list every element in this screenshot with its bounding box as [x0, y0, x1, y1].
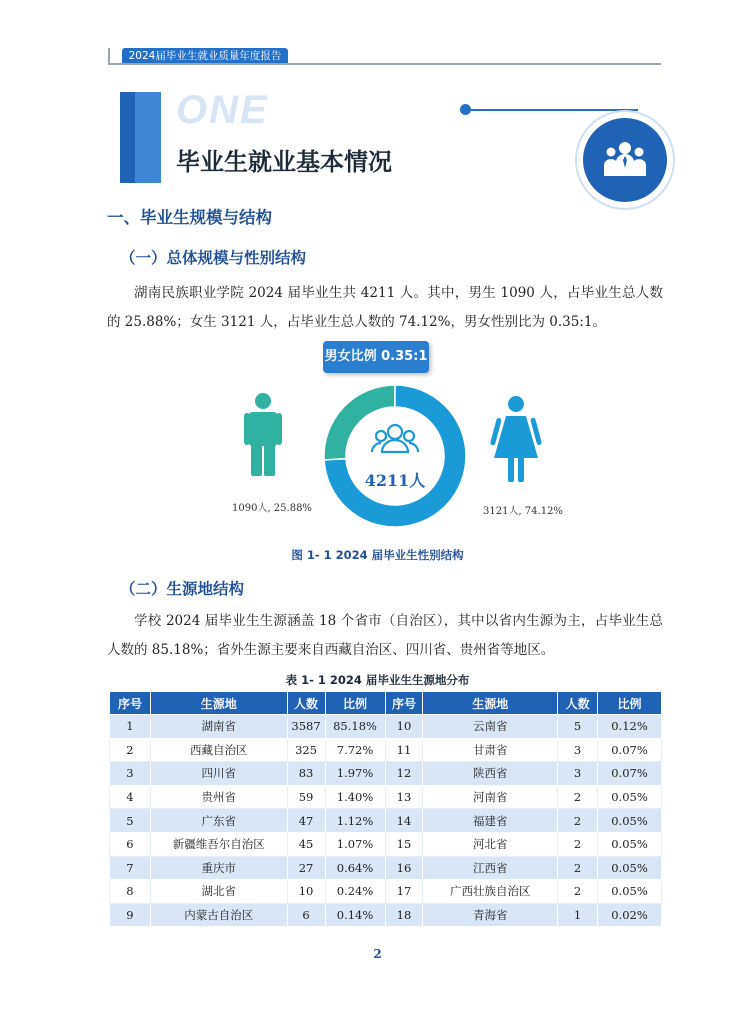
donut-slice-male	[324, 385, 395, 460]
chapter-title: 毕业生就业基本情况	[176, 148, 392, 176]
cell-ratio: 0.64%	[325, 856, 385, 880]
cell-origin: 福建省	[423, 809, 558, 833]
cell-count: 83	[287, 762, 325, 786]
cell-count: 45	[287, 832, 325, 856]
cell-count: 2	[558, 856, 598, 880]
col-header-index: 序号	[110, 692, 151, 715]
table-row	[110, 856, 662, 880]
col-header-ratio: 比例	[325, 692, 385, 715]
female-figure-icon	[490, 396, 542, 482]
cell-index: 8	[110, 880, 151, 904]
cell-index: 7	[110, 856, 151, 880]
cell-origin: 新疆维吾尔自治区	[150, 832, 287, 856]
cell-index: 14	[385, 809, 423, 833]
male-data-label: 1090人, 25.88%	[232, 503, 312, 514]
cell-ratio: 0.05%	[598, 785, 662, 809]
cell-origin: 陕西省	[423, 762, 558, 786]
gender-paragraph: 湖南民族职业学院 2024 届毕业生共 4211 人。其中，男生 1090 人，占毕业生总人数的 25.88%；女生 3121 人，占毕业生总人数的 74.12%，男女性别比为 0.35:1。	[107, 285, 663, 330]
cell-index: 6	[110, 832, 151, 856]
col-header-origin: 生源地	[150, 692, 287, 715]
cell-origin: 广东省	[150, 809, 287, 833]
cell-index: 11	[385, 738, 423, 762]
cell-count: 2	[558, 832, 598, 856]
cell-ratio: 0.05%	[598, 880, 662, 904]
cell-count: 5	[558, 715, 598, 739]
origin-paragraph: 学校 2024 届毕业生生源涵盖 18 个省市（自治区），其中以省内生源为主，占毕业生总人数的 85.18%；省外生源主要来自西藏自治区、四川省、贵州省等地区。	[107, 613, 663, 658]
cell-count: 3	[558, 762, 598, 786]
cell-origin: 江西省	[423, 856, 558, 880]
cell-origin: 河南省	[423, 785, 558, 809]
cell-count: 2	[558, 880, 598, 904]
cell-origin: 西藏自治区	[150, 738, 287, 762]
cell-count: 6	[287, 903, 325, 927]
cell-origin: 贵州省	[150, 785, 287, 809]
cell-count: 1	[558, 903, 598, 927]
figure-caption: 图 1- 1 2024 届毕业生性别结构	[291, 548, 464, 562]
cell-ratio: 85.18%	[325, 715, 385, 739]
subsection-heading-origin: （二）生源地结构	[120, 580, 245, 598]
cell-origin: 湖北省	[150, 880, 287, 904]
table-row	[110, 903, 662, 927]
section-heading: 一、毕业生规模与结构	[107, 208, 272, 227]
cell-index: 16	[385, 856, 423, 880]
subsection-heading-gender: （一）总体规模与性别结构	[120, 249, 307, 267]
cell-count: 2	[558, 809, 598, 833]
gender-ratio-badge: 男女比例 0.35:1	[323, 341, 429, 373]
cell-count: 325	[287, 738, 325, 762]
cell-index: 10	[385, 715, 423, 739]
cell-origin: 河北省	[423, 832, 558, 856]
col-header-origin: 生源地	[423, 692, 558, 715]
table-header-row	[110, 692, 662, 715]
col-header-count: 人数	[287, 692, 325, 715]
cell-origin: 广西壮族自治区	[423, 880, 558, 904]
table-row	[110, 832, 662, 856]
header-rule	[108, 63, 661, 65]
table-row	[110, 809, 662, 833]
people-outline-icon	[372, 425, 418, 452]
cell-index: 2	[110, 738, 151, 762]
people-group-icon	[601, 136, 649, 184]
cell-index: 18	[385, 903, 423, 927]
cell-ratio: 1.97%	[325, 762, 385, 786]
cell-ratio: 1.12%	[325, 809, 385, 833]
col-header-count: 人数	[558, 692, 598, 715]
cell-count: 10	[287, 880, 325, 904]
cell-count: 3587	[287, 715, 325, 739]
col-header-ratio: 比例	[598, 692, 662, 715]
cell-ratio: 1.40%	[325, 785, 385, 809]
chapter-number-watermark: ONE	[176, 88, 269, 132]
cell-origin: 云南省	[423, 715, 558, 739]
cell-count: 59	[287, 785, 325, 809]
cell-index: 15	[385, 832, 423, 856]
origin-table	[109, 691, 662, 927]
col-header-index: 序号	[385, 692, 423, 715]
cell-count: 27	[287, 856, 325, 880]
cell-ratio: 0.05%	[598, 832, 662, 856]
cell-origin: 湖南省	[150, 715, 287, 739]
cell-origin: 重庆市	[150, 856, 287, 880]
cell-ratio: 0.12%	[598, 715, 662, 739]
cell-index: 3	[110, 762, 151, 786]
male-figure-icon	[244, 393, 282, 476]
cell-index: 12	[385, 762, 423, 786]
cell-origin: 四川省	[150, 762, 287, 786]
cell-ratio: 0.05%	[598, 856, 662, 880]
cell-ratio: 0.07%	[598, 762, 662, 786]
cell-ratio: 0.14%	[325, 903, 385, 927]
table-row	[110, 880, 662, 904]
chapter-accent-bar-inner	[135, 92, 161, 183]
cell-ratio: 0.02%	[598, 903, 662, 927]
table-row	[110, 715, 662, 739]
cell-origin: 青海省	[423, 903, 558, 927]
cell-index: 5	[110, 809, 151, 833]
cell-index: 13	[385, 785, 423, 809]
cell-index: 4	[110, 785, 151, 809]
table-row	[110, 785, 662, 809]
report-title-tab: 2024届毕业生就业质量年度报告	[122, 48, 288, 65]
table-row	[110, 738, 662, 762]
table-caption: 表 1- 1 2024 届毕业生生源地分布	[285, 673, 470, 687]
table-row	[110, 762, 662, 786]
cell-origin: 甘肃省	[423, 738, 558, 762]
cell-ratio: 0.24%	[325, 880, 385, 904]
chapter-icon-circle	[577, 112, 673, 208]
cell-count: 2	[558, 785, 598, 809]
cell-origin: 内蒙古自治区	[150, 903, 287, 927]
cell-index: 9	[110, 903, 151, 927]
cell-index: 1	[110, 715, 151, 739]
cell-count: 3	[558, 738, 598, 762]
donut-center-total: 4211人	[364, 471, 426, 490]
female-data-label: 3121人, 74.12%	[483, 506, 563, 517]
cell-index: 17	[385, 880, 423, 904]
page-number: 2	[373, 947, 382, 961]
cell-count: 47	[287, 809, 325, 833]
cell-ratio: 0.07%	[598, 738, 662, 762]
cell-ratio: 7.72%	[325, 738, 385, 762]
cell-ratio: 1.07%	[325, 832, 385, 856]
chapter-line	[466, 109, 638, 111]
cell-ratio: 0.05%	[598, 809, 662, 833]
